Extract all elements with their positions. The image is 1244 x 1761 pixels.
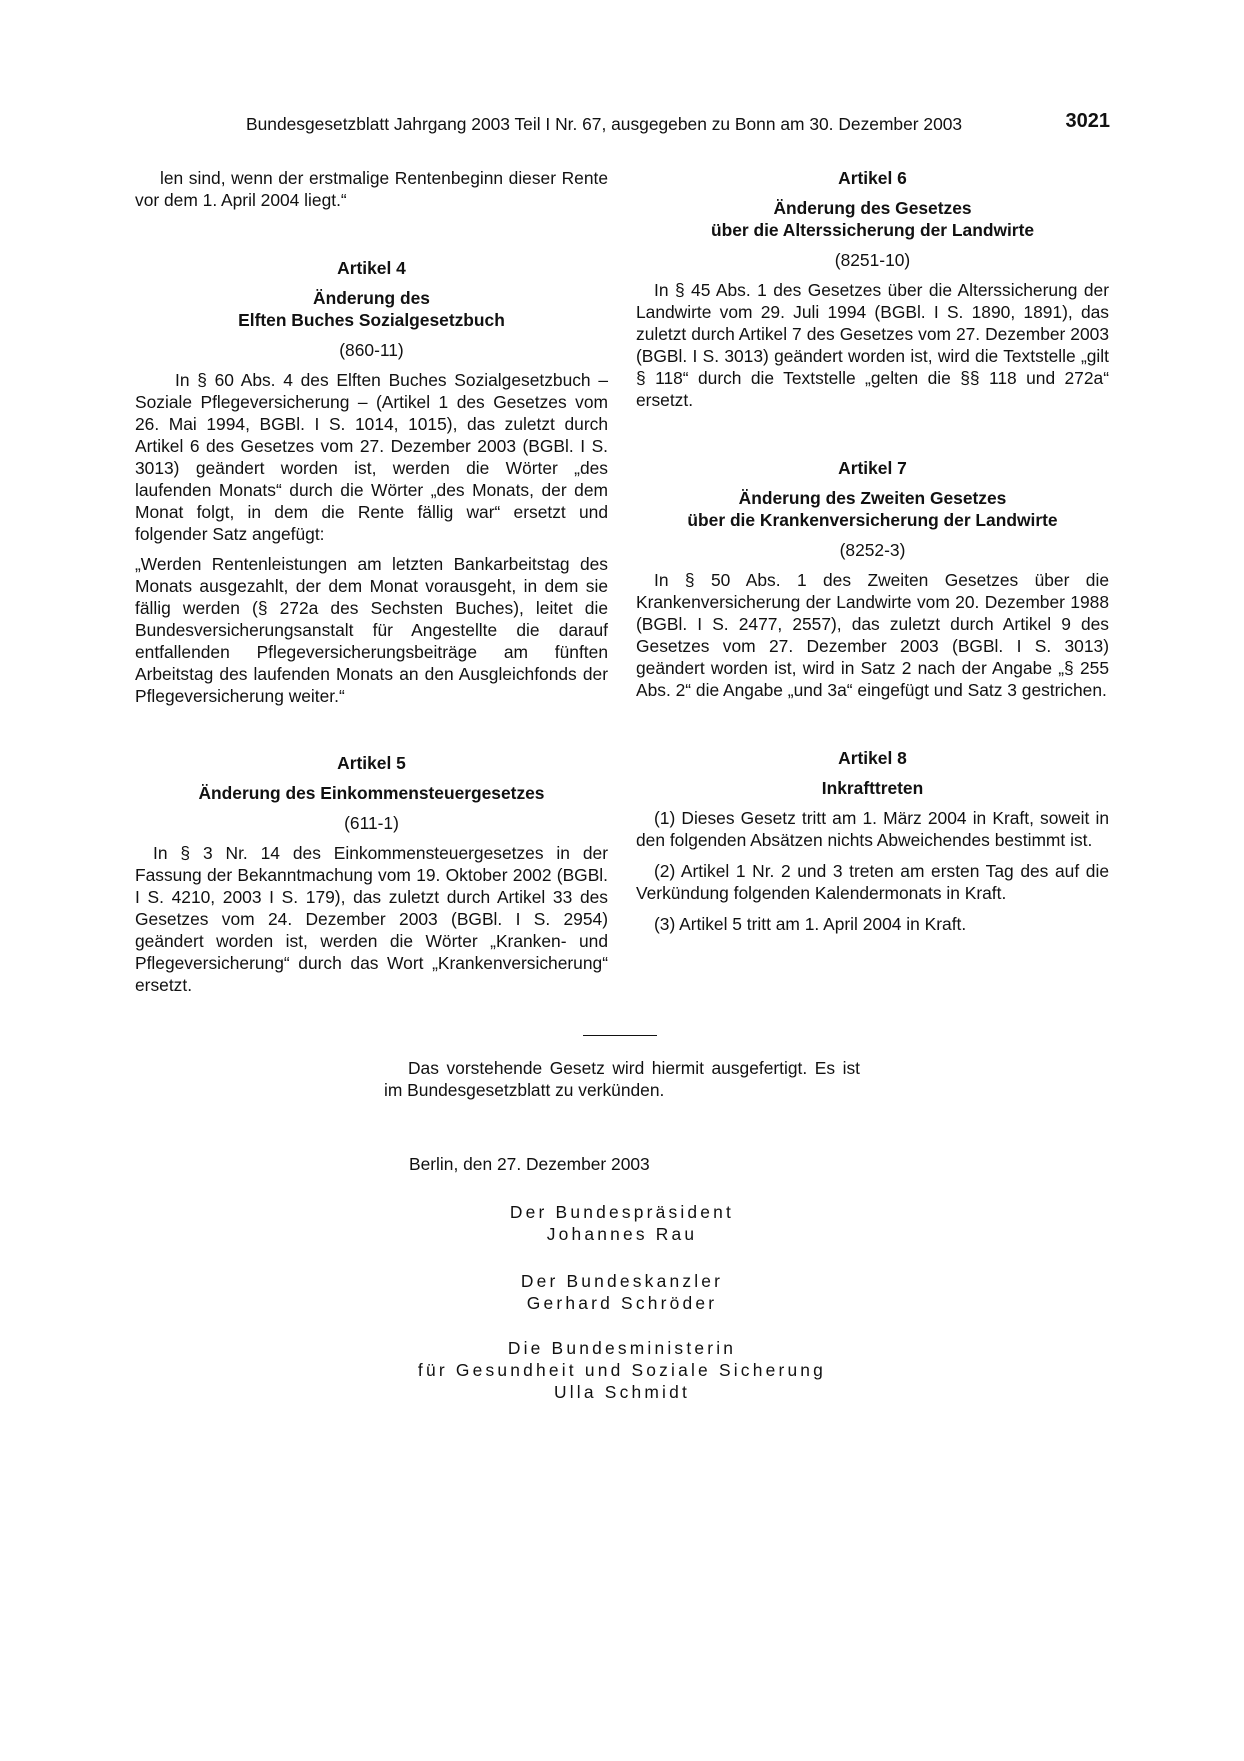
artikel-4-fna: (860-11)	[339, 340, 404, 360]
artikel-5-heading: Änderung des Einkommensteuergesetzes	[198, 783, 545, 803]
artikel-5-title: Artikel 5	[337, 753, 406, 773]
place-date: Berlin, den 27. Dezember 2003	[409, 1154, 650, 1174]
artikel-5-paragraph-1: In § 3 Nr. 14 des Einkommensteuergesetzes in der Fassung der Bekanntmachung vom 19. Oktober 2002 (BGBl. I S. 4210, 2003 I S. 179), das zuletzt durch Artikel 33 des Gesetzes vom 24. Dezember 2003 (BGBl. I S. 2954) geändert worden ist, werden die Wörter „Kranken- und Pflegeversicherung“ durch das Wort „Krankenversicherung“ ersetzt.	[135, 843, 608, 995]
artikel-6-fna: (8251-10)	[834, 250, 911, 270]
artikel-6-heading	[636, 197, 1109, 241]
continuation-text: len sind, wenn der erstmalige Rentenbeginn dieser Rente vor dem 1. April 2004 liegt.“	[135, 168, 608, 210]
artikel-6-paragraph-1: In § 45 Abs. 1 des Gesetzes über die Alterssicherung der Landwirte vom 29. Juli 1994 (BGBl. I S. 1890, 1891), das zuletzt durch Artikel 7 des Gesetzes vom 27. Dezember 2003 (BGBl. I S. 3013) geändert worden ist, wird die Textstelle „gilt § 118“ durch die Textstelle „gelten die §§ 118 und 272a“ ersetzt.	[636, 280, 1109, 410]
artikel-7-fna: (8252-3)	[839, 540, 906, 560]
page-number: 3021	[1065, 110, 1110, 132]
signature-bundeskanzler	[0, 1270, 1244, 1314]
artikel-4-heading	[135, 287, 608, 331]
artikel-8-paragraph-2: (2) Artikel 1 Nr. 2 und 3 treten am ersten Tag des auf die Verkündung folgenden Kalendermonats in Kraft.	[636, 861, 1109, 903]
artikel-4-heading-line1: Änderung des	[313, 288, 430, 308]
artikel-5-fna: (611-1)	[344, 813, 399, 833]
header-text: Bundesgesetzblatt Jahrgang 2003 Teil I Nr. 67, ausgegeben zu Bonn am 30. Dezember 2003	[246, 114, 963, 134]
artikel-7-title: Artikel 7	[838, 458, 907, 478]
signature-role: Die Bundesministerin	[507, 1338, 737, 1358]
artikel-6-heading-line1: Änderung des Gesetzes	[773, 198, 972, 218]
signature-name: Johannes Rau	[546, 1224, 698, 1244]
signature-name: Gerhard Schröder	[526, 1293, 718, 1313]
artikel-4-heading-line2: Elften Buches Sozialgesetzbuch	[238, 310, 505, 330]
signature-bundespraesident	[0, 1201, 1244, 1245]
section-divider	[583, 1035, 657, 1036]
artikel-6-title: Artikel 6	[838, 168, 907, 188]
artikel-8-heading: Inkrafttreten	[821, 778, 924, 798]
artikel-4-title: Artikel 4	[337, 258, 406, 278]
signature-role-line2: für Gesundheit und Soziale Sicherung	[417, 1360, 827, 1380]
artikel-8-paragraph-1: (1) Dieses Gesetz tritt am 1. März 2004 in Kraft, soweit in den folgenden Absätzen nichts Abweichendes bestimmt ist.	[636, 808, 1109, 850]
artikel-4-paragraph-1: In § 60 Abs. 4 des Elften Buches Sozialgesetzbuch – Soziale Pflegeversicherung – (Artikel 1 des Gesetzes vom 26. Mai 1994, BGBl. I S. 1014, 1015), das zuletzt durch Artikel 6 des Gesetzes vom 27. Dezember 2003 (BGBl. I S. 3013) geändert worden ist, werden die Wörter „des laufenden Monats“ durch die Wörter „des Monats, der dem Monat folgt, in dem die Rente fällig war“ ersetzt und folgender Satz angefügt:	[135, 370, 608, 544]
signature-name: Ulla Schmidt	[553, 1382, 690, 1402]
artikel-7-heading-line2: über die Krankenversicherung der Landwirte	[687, 510, 1058, 530]
signature-role: Der Bundeskanzler	[520, 1271, 724, 1291]
artikel-8-paragraph-3: (3) Artikel 5 tritt am 1. April 2004 in Kraft.	[654, 914, 967, 934]
artikel-8-title: Artikel 8	[838, 748, 907, 768]
signature-role: Der Bundespräsident	[509, 1202, 735, 1222]
page-header	[246, 110, 1110, 136]
right-column	[636, 167, 1109, 935]
artikel-6-heading-line2: über die Alterssicherung der Landwirte	[710, 220, 1035, 240]
artikel-4-paragraph-2: „Werden Rentenleistungen am letzten Bankarbeitstag des Monats ausgezahlt, der dem Monat vorausgeht, in dem sie fällig werden (§ 272a des Sechsten Buches), leitet die Bundesversicherungsanstalt für Angestellte die darauf entfallenden Pflegeversicherungsbeiträge am fünften Arbeitstag des laufenden Monats an den Ausgleichfonds der Pflegeversicherung weiter.“	[135, 554, 608, 706]
closing-text: Das vorstehende Gesetz wird hiermit ausgefertigt. Es ist im Bundesgesetzblatt zu verkünden.	[384, 1058, 860, 1100]
left-column	[135, 167, 608, 996]
artikel-7-paragraph-1: In § 50 Abs. 1 des Zweiten Gesetzes über die Krankenversicherung der Landwirte vom 20. Dezember 1988 (BGBl. I S. 2477, 2557), das zuletzt durch Artikel 9 des Gesetzes vom 27. Dezember 2003 (BGBl. I S. 3013) geändert worden ist, wird in Satz 2 nach der Angabe „§ 255 Abs. 2“ die Angabe „und 3a“ eingefügt und Satz 3 gestrichen.	[636, 570, 1109, 700]
signature-bundesministerin	[0, 1337, 1244, 1403]
closing-statement	[384, 1057, 860, 1101]
artikel-7-heading-line1: Änderung des Zweiten Gesetzes	[738, 488, 1007, 508]
artikel-7-heading	[636, 487, 1109, 531]
